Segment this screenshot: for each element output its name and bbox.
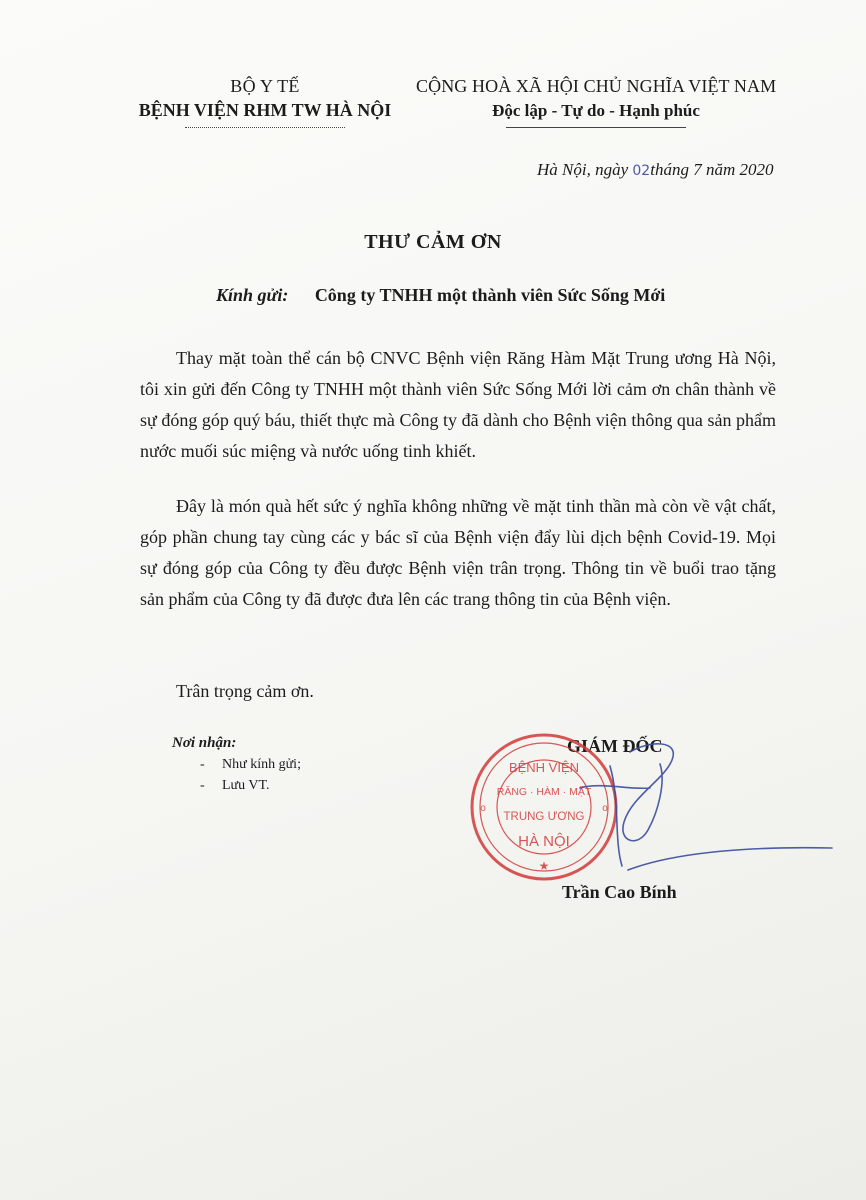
recipients-item — [200, 757, 301, 773]
recipients-item-text: Như kính gửi; — [222, 757, 301, 772]
seal-dot-left: o — [480, 803, 486, 814]
signer-title: GIÁM ĐỐC — [567, 736, 663, 756]
letter-title: THƯ CẢM ƠN — [364, 231, 502, 253]
hospital-name: BỆNH VIỆN RHM TW HÀ NỘI — [138, 100, 392, 120]
recipients-label: Nơi nhận: — [172, 735, 237, 751]
seal-text-line-4: HÀ NỘI — [518, 833, 570, 850]
recipient-line — [216, 285, 665, 306]
issuer-underline — [185, 127, 345, 128]
list-dash: - — [200, 778, 205, 793]
recipients-item-text: Lưu VT. — [222, 778, 270, 793]
national-header — [416, 76, 776, 128]
issuer-header — [130, 76, 400, 128]
seal-text-line-1: BỆNH VIỆN — [508, 760, 580, 775]
motto-underline — [506, 127, 686, 128]
recipient-name: Công ty TNHH một thành viên Sức Sống Mới — [314, 285, 666, 305]
date-prefix: Hà Nội, ngày — [537, 160, 633, 179]
letter-date — [537, 160, 773, 180]
seal-text-line-2: RĂNG · HÀM · MẶT — [496, 786, 592, 798]
national-motto: Độc lập - Tự do - Hạnh phúc — [492, 101, 700, 120]
body-paragraph-2: Đây là món quà hết sức ý nghĩa không những về mặt tinh thần mà còn về vật chất, góp phần chung tay cùng các y bác sĩ của Bệnh viện đẩy lùi dịch bệnh Covid-19. Mọi sự đóng góp của Công ty đều được Bệnh viện trân trọng. Thông tin về buổi trao tặng sản phẩm của Công ty đã được đưa lên các trang thông tin của Bệnh viện. — [140, 496, 776, 609]
signer-name: Trần Cao Bính — [562, 882, 677, 902]
closing-line: Trân trọng cảm ơn. — [176, 681, 314, 701]
recipient-label: Kính gửi: — [216, 285, 289, 305]
seal-dot-right: o — [602, 803, 608, 814]
seal-text-line-3: TRUNG ƯƠNG — [503, 811, 585, 823]
ministry-name: BỘ Y TẾ — [230, 76, 300, 96]
list-dash: - — [200, 757, 205, 772]
seal-star: ★ — [538, 859, 550, 873]
recipients-item — [200, 778, 270, 794]
letter-body — [140, 343, 776, 639]
body-paragraph-1: Thay mặt toàn thể cán bộ CNVC Bệnh viện Răng Hàm Mặt Trung ương Hà Nội, tôi xin gửi đến Công ty TNHH một thành viên Sức Sống Mới lời cảm ơn chân thành về sự đóng góp quý báu, thiết thực mà Công ty đã dành cho Bệnh viện thông qua sản phẩm nước muối súc miệng và nước uống tinh khiết. — [140, 348, 776, 461]
date-suffix: tháng 7 năm 2020 — [650, 160, 774, 179]
nation-name: CỘNG HOÀ XÃ HỘI CHỦ NGHĨA VIỆT NAM — [416, 76, 777, 96]
handwritten-signature — [540, 730, 840, 900]
date-day-handwritten: 02 — [632, 163, 651, 179]
